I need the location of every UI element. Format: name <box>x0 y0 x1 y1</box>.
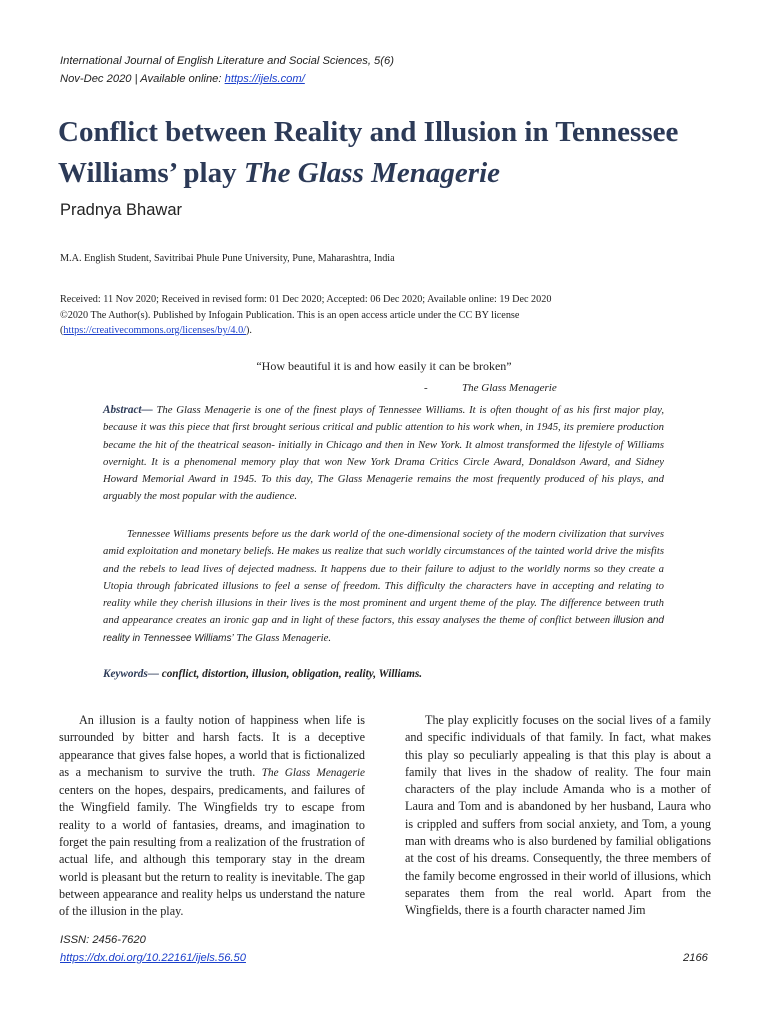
license-line <box>60 323 700 339</box>
body-column-left <box>59 712 365 921</box>
left-text-italic: The Glass Menagerie <box>261 766 365 779</box>
journal-header <box>60 55 394 67</box>
body-paragraph-right: The play explicitly focuses on the social lives of a family and specific individuals of that family. In fact, what makes this play so peculiarly appealing is that this play is about a family that lives in the shadow of reality. The four main characters of the play include Amanda who is a mother of Laura and Tom and is abandoned by her husband, Laura who is crippled and suffers from social anxiety, and Tom, a young man with dreams who is also burdened by familial obligations at the cost of his dreams. Consequently, the three members of the family become engrossed in their world of illusions, which separates them from the real world. Apart from the Wingfields, there is a fourth character named Jim <box>405 713 711 918</box>
doi-link[interactable]: https://dx.doi.org/10.22161/ijels.56.50 <box>60 952 246 964</box>
journal-link[interactable]: https://ijels.com/ <box>224 73 305 85</box>
page-number: 2166 <box>683 952 708 964</box>
body-column-right <box>405 712 711 920</box>
received-dates: Received: 11 Nov 2020; Received in revised form: 01 Dec 2020; Accepted: 06 Dec 2020; Available online: 19 Dec 2020 <box>60 294 552 305</box>
left-text-b: centers on the hopes, despairs, predicaments, and failures of the Wingfield family. The Wingfields try to escape from reality to a world of fantasies, dreams, and imagination to forget the pain resulting from a realization of the frustration of actual life, and although this temporary stay in the dream world is pleasant but the return to reality is inevitable. The gap between appearance and reality helps us understand the nature of the illusion in the play. <box>59 783 365 919</box>
abstract-text-2: Tennessee Williams presents before us the dark world of the one-dimensional society of the modern civilization that survives amid exploitation and monetary beliefs. He makes us realize that such worldly circumstances of the tainted world drive the misfits and the rebels to lead lives of dejected madness. It happens due to their failure to adjust to the worldly norms so they create a Utopia through fabricated illusions to feel a sense of freedom. This difficulty the characters have in accepting and relating to reality while they cherish illusions in their lives is the most prominent and urgent theme of the play. The difference between truth and appearance creates an ironic gap and in light of these factors, this essay analyses the theme of conflict between <box>103 528 664 627</box>
issue-line <box>60 73 305 85</box>
footer-issn: ISSN: 2456-7620 <box>60 934 146 946</box>
paper-title <box>58 112 738 194</box>
abstract-paragraph-1 <box>103 402 664 506</box>
license-open: ( <box>60 325 64 336</box>
author-name: Pradnya Bhawar <box>60 201 182 219</box>
copyright-line: ©2020 The Author(s). Published by Infogain Publication. This is an open access article under the CC BY license <box>60 309 520 321</box>
keywords-text: conflict, distortion, illusion, obligation, reality, Williams. <box>158 668 423 680</box>
license-close: ). <box>246 325 252 336</box>
epigraph-source <box>424 382 557 394</box>
abstract-paragraph-2 <box>103 526 664 647</box>
epigraph-quote: “How beautiful it is and how easily it can be broken” <box>256 359 512 373</box>
issue-text: Nov-Dec 2020 | Available online: <box>60 73 225 85</box>
abstract-label: Abstract— <box>103 404 153 416</box>
journal-name: International Journal of English Literature and Social Sciences, 5(6) <box>60 55 394 67</box>
abstract-text-1: The Glass Menagerie is one of the finest plays of Tennessee Williams. It is often thought of as his first major play, because it was this piece that first brought serious critical and public attention to his work when, in 1945, its premiere production became the hit of the theatrical season- initially in Chicago and then in New York. It almost transformed the lifestyle of Williams overnight. It is a phenomenal memory play that won New York Drama Critics Circle Award, Donaldson Award, and Sidney Howard Memorial Award in 1945. To this day, The Glass Menagerie remains the most frequently produced of his plays, and arguably the most popular with the audience. <box>103 404 664 503</box>
keywords <box>103 668 422 680</box>
abstract-text-2-end: The Glass Menagerie. <box>233 631 332 644</box>
abstract-text-2-sans: illusion and reality in Tennessee Williams’ <box>103 615 664 644</box>
title-main: Conflict between Reality and Illusion in Tennessee Williams’ play <box>58 116 679 189</box>
epigraph-source-title: The Glass Menagerie <box>462 382 557 394</box>
author-affiliation: M.A. English Student, Savitribai Phule Pune University, Pune, Maharashtra, India <box>60 253 395 264</box>
publication-dates <box>60 292 700 339</box>
epigraph-dash: - <box>424 382 428 394</box>
license-link[interactable]: https://creativecommons.org/licenses/by/4.0/ <box>63 325 246 336</box>
left-text-a: An illusion is a faulty notion of happiness when life is surrounded by bitter and harsh facts. It is a deceptive appearance that gives false hopes, a world that is fictionalized as a mechanism to survive the truth. <box>59 713 365 779</box>
keywords-label: Keywords— <box>103 668 159 680</box>
title-italic: The Glass Menagerie <box>243 157 501 189</box>
body-paragraph-left <box>59 712 365 921</box>
footer-doi-line <box>60 952 246 964</box>
